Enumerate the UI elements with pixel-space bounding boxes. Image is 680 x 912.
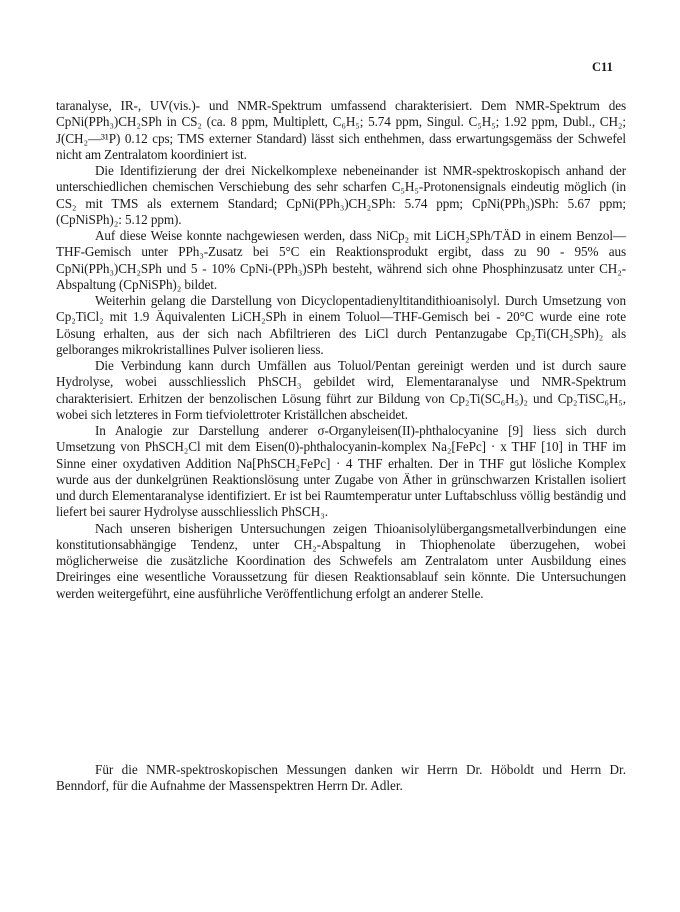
page-number: C11 — [592, 60, 613, 74]
paragraph-5: Die Verbindung kann durch Umfällen aus Toluol/Pentan gereinigt werden und ist durch saure Hydrolyse, wobei ausschliesslich PhSCH₃ gebildet wird, Elementaranalyse und NMR-Spektrum charakterisiert. Erhitzen der benzolischen Lösung führt zur Bildung von Cp₂Ti(SC₆H₅)₂ und Cp₂TiSC₆H₅, wobei sich letzteres in Form tiefviolettroter Kriställchen abscheidet. — [56, 358, 626, 422]
paragraph-4: Weiterhin gelang die Darstellung von Dicyclopentadienyltitandithioanisolyl. Durch Umsetzung von Cp₂TiCl₂ mit 1.9 Äquivalenten LiCH₂SPh in einem Toluol—THF-Gemisch bei - 20°C wurde eine rote Lösung erhalten, aus der sich nach Abfiltrieren des LiCl durch Pentanzugabe Cp₂Ti(CH₂SPh)₂ als gelboranges mikrokristallines Pulver isolieren liess. — [56, 293, 626, 357]
paragraph-3: Auf diese Weise konnte nachgewiesen werden, dass NiCp₂ mit LiCH₂SPh/TÄD in einem Benzol—THF-Gemisch unter PPh₃-Zusatz bei 5°C ein Reaktionsprodukt ergibt, dass zu 90 - 95% aus CpNi(PPh₃)CH₂SPh und 5 - 10% CpNi-(PPh₃)SPh besteht, während sich ohne Phosphinzusatz unter CH₂-Abspaltung (CpNiSPh)₂ bildet. — [56, 228, 626, 292]
paragraph-7: Nach unseren bisherigen Untersuchungen zeigen Thioanisolylübergangsmetallverbindungen eine konstitutionsabhängige Tendenz, unter CH₂-Abspaltung in Thiophenolate überzugehen, wobei möglicherweise die zusätzliche Koordination des Schwefels am Zentralatom unter Ausbildung eines Dreiringes eine wesentliche Voraussetzung für diesen Reaktionsablauf sein könnte. Die Untersuchungen werden weitergeführt, eine ausführliche Veröffentlichung erfolgt an anderer Stelle. — [56, 520, 626, 601]
body-text — [56, 98, 626, 602]
paragraph-2: Die Identifizierung der drei Nickelkomplexe nebeneinander ist NMR-spektroskopisch anhand der unterschiedlichen chemischen Verschiebung des sehr scharfen C₅H₅-Protonensignals eindeutig möglich (in CS₂ mit TMS als externem Standard; CpNi(PPh₃)CH₂SPh: 5.74 ppm; CpNi(PPh₃)SPh: 5.67 ppm; (CpNiSPh)₂: 5.12 ppm). — [56, 163, 626, 227]
paragraph-1: taranalyse, IR-, UV(vis.)- und NMR-Spektrum umfassend charakterisiert. Dem NMR-Spektrum des CpNi(PPh₃)CH₂SPh in CS₂ (ca. 8 ppm, Multiplett, C₆H₅; 5.74 ppm, Singul. C₅H₅; 1.92 ppm, Dubl., CH₂; J(CH₂—³¹P) 0.12 cps; TMS externer Standard) lässt sich enthehmen, dass erwartungsgemäss der Schwefel nicht am Zentralatom koordiniert ist. — [56, 98, 626, 162]
acknowledgement: Für die NMR-spektroskopischen Messungen danken wir Herrn Dr. Höboldt und Herrn Dr. Benndorf, für die Aufnahme der Massenspektren Herrn Dr. Adler. — [56, 762, 626, 794]
paragraph-6: In Analogie zur Darstellung anderer σ-Organyleisen(II)-phthalocyanine [9] liess sich durch Umsetzung von PhSCH₂Cl mit dem Eisen(0)-phthalocyanin-komplex Na₂[FePc] · x THF [10] in THF im Sinne einer oxydativen Addition Na[PhSCH₂FePc] · 4 THF erhalten. Der in THF gut lösliche Komplex wurde aus der dunkelgrünen Reaktionslösung unter Zugabe von Äther in grünschwarzen Kristallen isoliert und durch Elementaranalyse identifiziert. Er ist bei Raumtemperatur unter Luftabschluss völlig beständig und liefert bei saurer Hydrolyse ausschliesslich PhSCH₃. — [56, 423, 626, 520]
